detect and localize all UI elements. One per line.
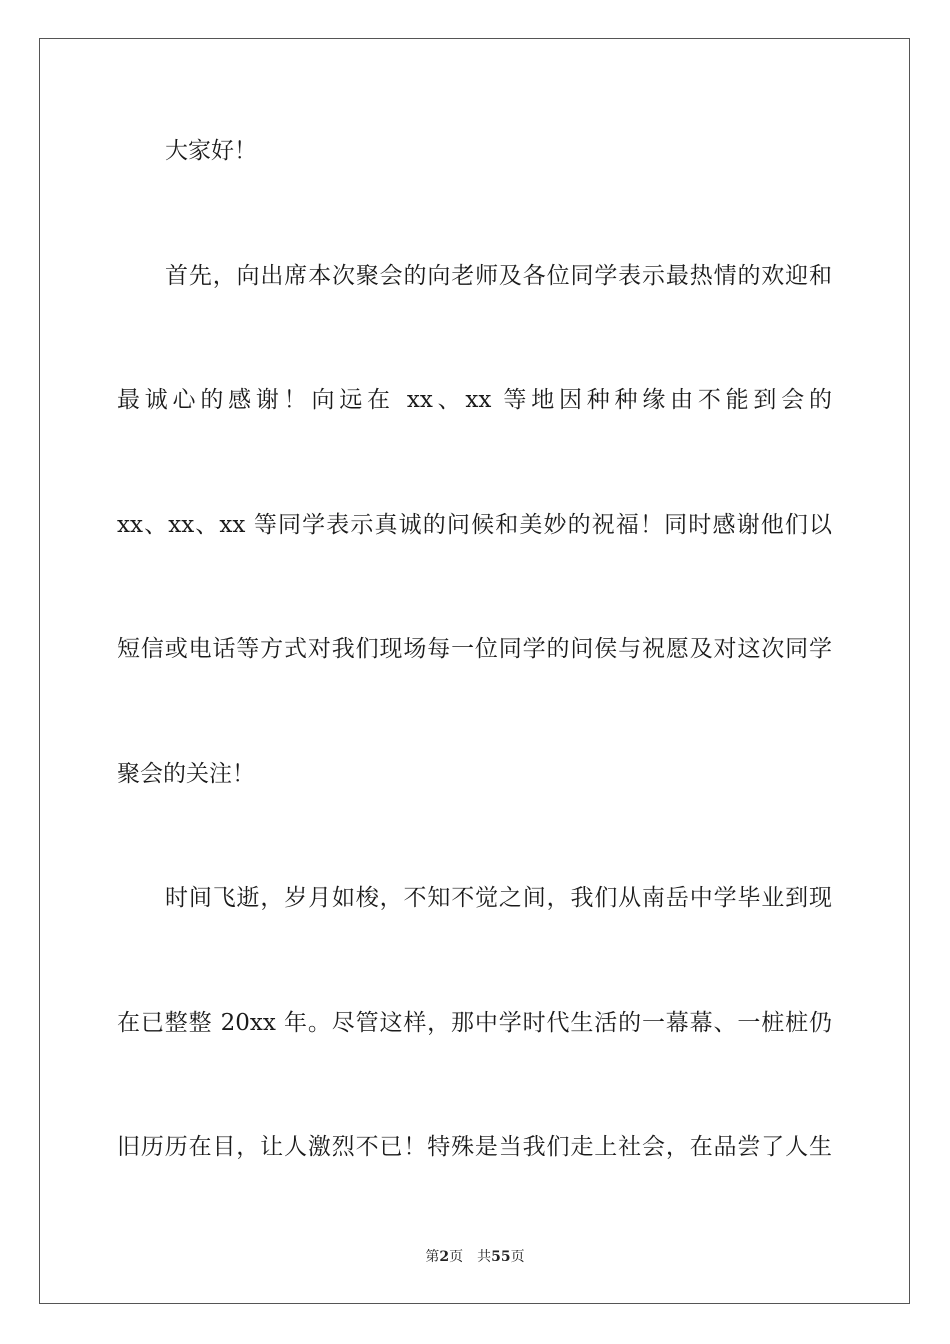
paragraph-1-line-3: xx、xx、xx 等同学表示真诚的问候和美妙的祝福！同时感谢他们以 <box>117 512 832 538</box>
total-label-suffix: 页 <box>510 1249 525 1265</box>
paragraph-2-line-3: 旧历历在目，让人激烈不已！特殊是当我们走上社会，在品尝了人生 <box>117 1134 832 1160</box>
page-label-prefix: 第 <box>425 1249 440 1265</box>
greeting-line: 大家好！ <box>165 138 257 164</box>
paragraph-2-line-2: 在已整整 20xx 年。尽管这样，那中学时代生活的一幕幕、一桩桩仍 <box>117 1010 832 1036</box>
paragraph-1-line-2: 最诚心的感谢！向远在 xx、xx 等地因种种缘由不能到会的 <box>117 387 832 413</box>
page-footer <box>0 1247 950 1267</box>
page-number: 2 <box>439 1249 450 1265</box>
page-frame <box>39 38 910 1304</box>
paragraph-1-line-4: 短信或电话等方式对我们现场每一位同学的问侯与祝愿及对这次同学 <box>117 636 832 662</box>
page-label-suffix: 页 <box>449 1249 464 1265</box>
paragraph-1-line-1: 首先，向出席本次聚会的向老师及各位同学表示最热情的欢迎和 <box>165 263 832 289</box>
total-pages: 55 <box>491 1249 511 1265</box>
total-label-prefix: 共 <box>477 1249 492 1265</box>
paragraph-1-line-5: 聚会的关注！ <box>117 761 255 787</box>
paragraph-2-line-1: 时间飞逝，岁月如梭，不知不觉之间，我们从南岳中学毕业到现 <box>165 885 832 911</box>
